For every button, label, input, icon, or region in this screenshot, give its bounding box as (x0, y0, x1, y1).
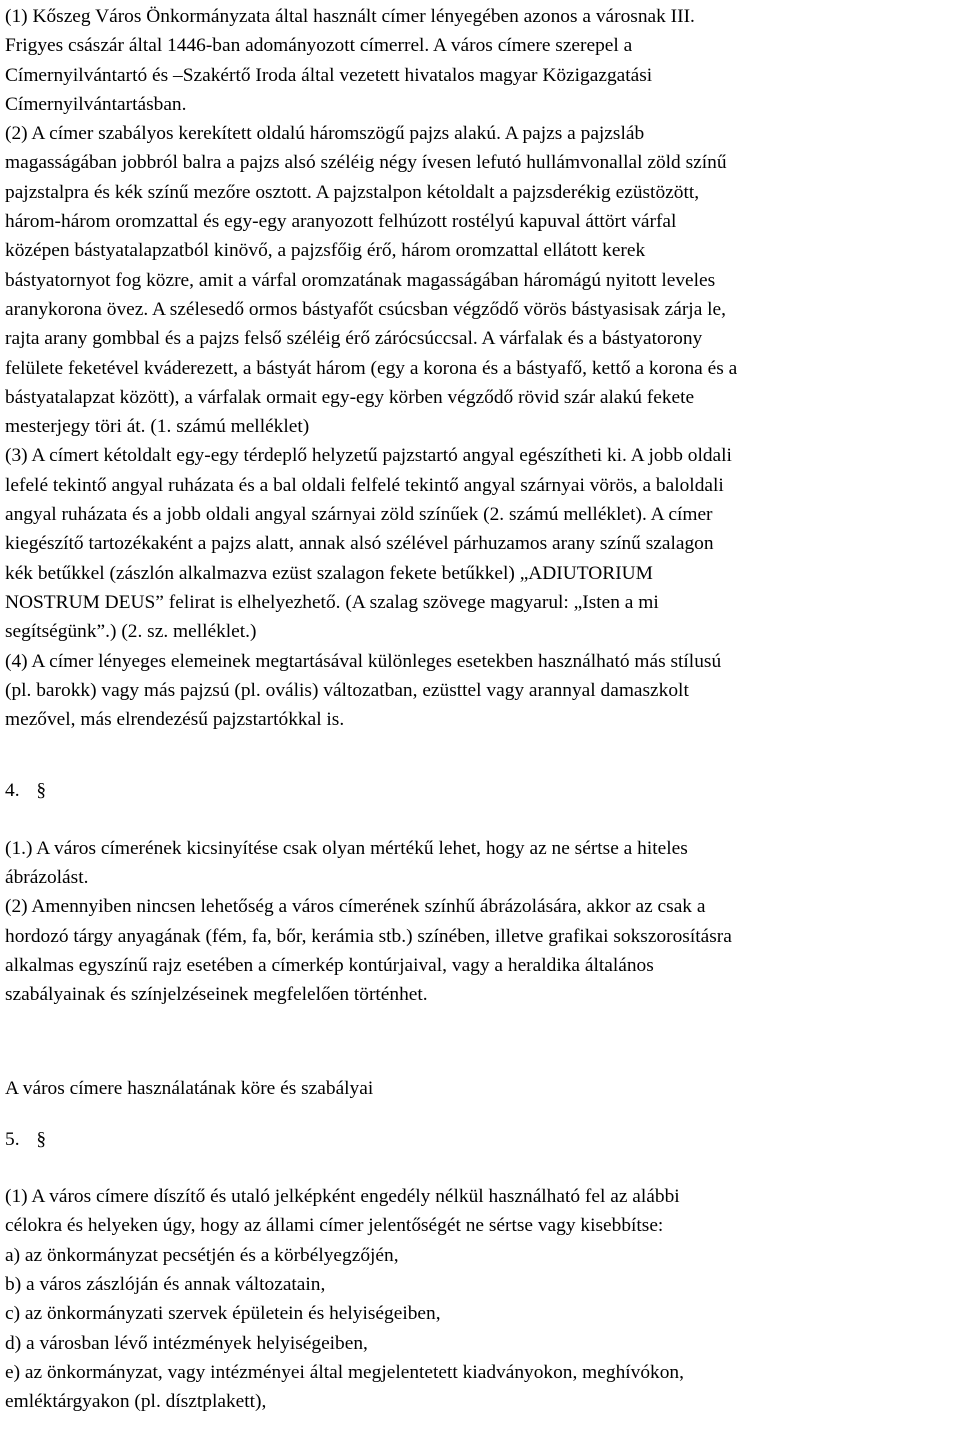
section-symbol: § (36, 780, 47, 802)
paragraph-block-coat-of-arms-description (5, 2, 957, 734)
text-line: Címernyilvántartó és –Szakértő Iroda által vezetett hivatalos magyar Közigazgatási (5, 64, 653, 86)
text-line: angyal ruházata és a jobb oldali angyal szárnyai zöld színűek (2. számú melléklet). A címer (5, 504, 713, 526)
section-symbol: § (36, 1128, 47, 1150)
section-number: 4. (5, 780, 20, 802)
list-item: b) a város zászlóján és annak változatain, (5, 1273, 326, 1295)
text-line: emléktárgyakon (pl. dísztplakett), (5, 1391, 267, 1413)
list-item: a) az önkormányzat pecsétjén és a körbélyegzőjén, (5, 1244, 399, 1266)
text-line: magasságában jobbról balra a pajzs alsó széléig négy ívesen lefutó hullámvonallal zöld színű (5, 152, 727, 174)
text-line: középen bástyatalapzatból kinövő, a pajzsfőig érő, három oromzattal ellátott kerek (5, 240, 646, 262)
list-item: c) az önkormányzati szervek épületein és helyiségeiben, (5, 1303, 441, 1325)
spacer (5, 1154, 957, 1182)
section-title: A város címere használatának köre és szabályai (5, 1077, 374, 1099)
text-line: mezővel, más elrendezésű pajzstartókkal is. (5, 709, 345, 731)
text-line: felülete feketével kváderezett, a bástyát három (egy a korona és a bástyafő, kettő a korona és a (5, 357, 738, 379)
spacer (5, 1052, 957, 1074)
paragraph-block-section-4 (5, 834, 957, 1010)
text-line: bástyatalapzat között), a várfalak ormait egy-egy körben végződő rövid szár alakú fekete (5, 386, 695, 408)
text-line: lefelé tekintő angyal ruházata és a bal oldali felfelé tekintő angyal szárnyai vörös, a baloldali (5, 474, 724, 496)
text-line: NOSTRUM DEUS” felirat is elhelyezhető. (A szalag szövege magyarul: „Isten a mi (5, 591, 659, 613)
text-line: (2) Amennyiben nincsen lehetőség a város címerének színhű ábrázolására, akkor az csak a (5, 896, 706, 918)
text-line: célokra és helyeken úgy, hogy az állami címer jelentőségét ne sértse vagy kisebbítse: (5, 1215, 664, 1237)
paragraph-block-section-5 (5, 1182, 957, 1416)
list-item: d) a városban lévő intézmények helyiségeiben, (5, 1332, 368, 1354)
text-line: ábrázolást. (5, 867, 89, 889)
spacer (5, 734, 957, 776)
text-line: alkalmas egyszínű rajz esetében a címerkép kontúrjaival, vagy a heraldika általános (5, 954, 654, 976)
text-line: (2) A címer szabályos kerekített oldalú háromszögű pajzs alakú. A pajzs a pajzsláb (5, 123, 645, 145)
text-line: aranykorona övez. A szélesedő ormos bástyafőt csúcsban végződő vörös bástyasisak zárja le, (5, 298, 726, 320)
text-line: (1.) A város címerének kicsinyítése csak olyan mértékű lehet, hogy az ne sértse a hiteles (5, 837, 688, 859)
section-heading-5 (5, 1125, 957, 1154)
text-line: szabályainak és színjelzéseinek megfelelően történhet. (5, 984, 428, 1006)
document-page (5, 2, 957, 1416)
text-line: segítségünk”.) (2. sz. melléklet.) (5, 621, 257, 643)
text-line: rajta arany gombbal és a pajzs felső széléig érő zárócsúccsal. A várfalak és a bástyatorony (5, 328, 703, 350)
text-line: (4) A címer lényeges elemeinek megtartásával különleges esetekben használható más stílusú (5, 650, 722, 672)
section-number: 5. (5, 1128, 20, 1150)
text-line: hordozó tárgy anyagának (fém, fa, bőr, kerámia stb.) színében, illetve grafikai sokszorosításra (5, 925, 732, 947)
spacer (5, 806, 957, 834)
text-line: kiegészítő tartozékaként a pajzs alatt, annak alsó szélével párhuzamos arany színű szalagon (5, 533, 714, 555)
spacer (5, 1103, 957, 1125)
text-line: (1) Kőszeg Város Önkormányzata által használt címer lényegében azonos a városnak III. (5, 6, 695, 27)
list-item: e) az önkormányzat, vagy intézményei által megjelentetett kiadványokon, meghívókon, (5, 1361, 684, 1383)
text-line: (3) A címert kétoldalt egy-egy térdeplő helyzetű pajzstartó angyal egészítheti ki. A jobb oldali (5, 445, 732, 467)
section-heading-4 (5, 776, 957, 805)
text-line: mesterjegy töri át. (1. számú melléklet) (5, 416, 310, 438)
text-line: bástyatornyot fog közre, amit a várfal oromzatának magasságában háromágú nyitott leveles (5, 269, 716, 291)
text-line: (pl. barokk) vagy más pajzsú (pl. ovális) változatban, ezüsttel vagy arannyal damaszkolt (5, 679, 689, 701)
text-line: (1) A város címere díszítő és utaló jelképként engedély nélkül használható fel az alábbi (5, 1186, 680, 1208)
text-line: Frigyes császár által 1446-ban adományozott címerrel. A város címere szerepel a (5, 35, 633, 57)
text-line: három-három oromzattal és egy-egy aranyozott felhúzott rostélyú kapuval áttört várfal (5, 211, 677, 233)
text-line: Címernyilvántartásban. (5, 93, 187, 115)
spacer (5, 1010, 957, 1052)
text-line: pajzstalpra és kék színű mezőre osztott. A pajzstalpon kétoldalt a pajzsderékig ezüstözött, (5, 181, 700, 203)
text-line: kék betűkkel (zászlón alkalmazva ezüst szalagon fekete betűkkel) „ADIUTORIUM (5, 562, 653, 584)
